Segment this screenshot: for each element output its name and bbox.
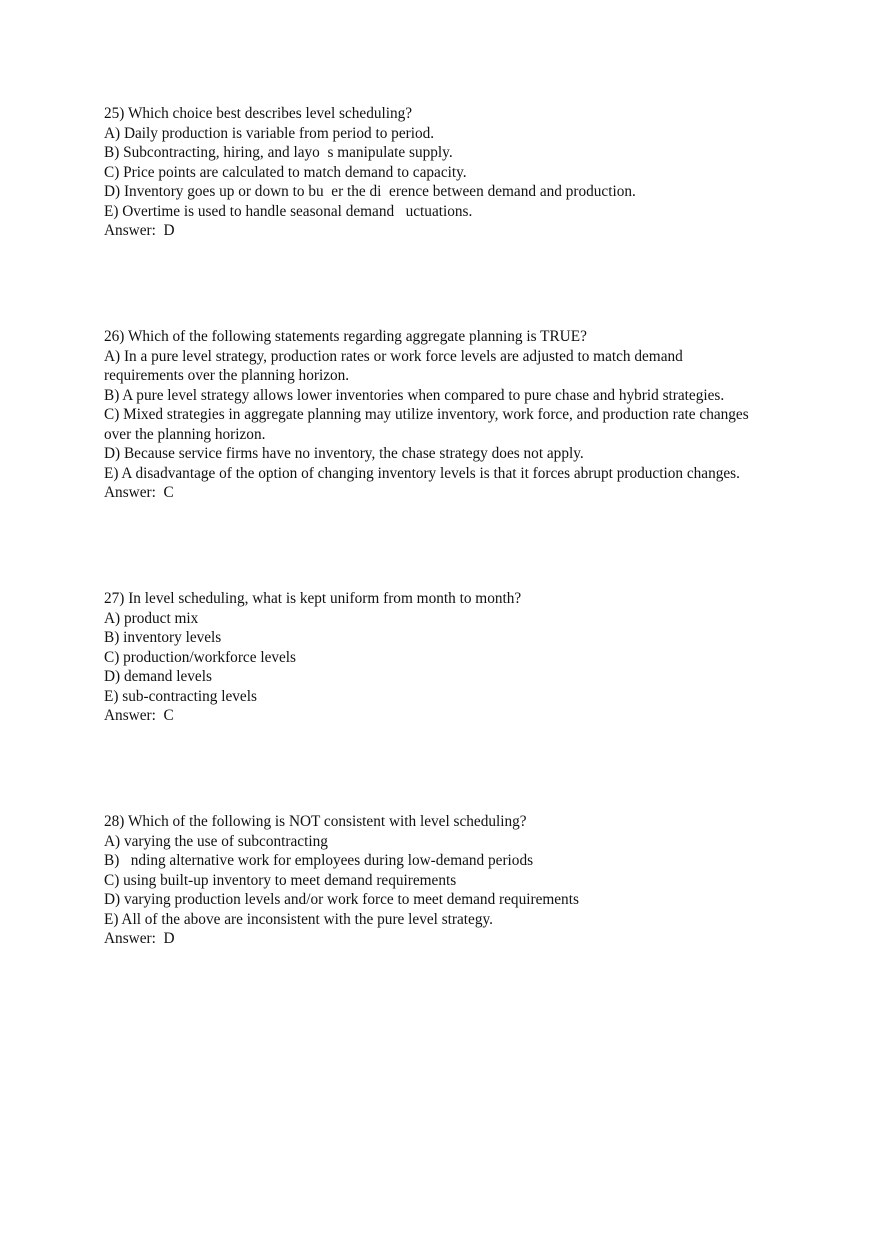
option-line: E) sub-contracting levels bbox=[104, 687, 257, 705]
option-line: A) Daily production is variable from period to period. bbox=[104, 124, 435, 142]
option-line: over the planning horizon. bbox=[104, 425, 266, 443]
option-line: D) Because service firms have no inventory, the chase strategy does not apply. bbox=[104, 445, 584, 462]
option-line: A) In a pure level strategy, production rates or work force levels are adjusted to match demand bbox=[104, 347, 683, 365]
question-26 bbox=[104, 327, 824, 503]
option-line: E) All of the above are inconsistent with the pure level strategy. bbox=[104, 910, 493, 928]
question-stem: 27) In level scheduling, what is kept uniform from month to month? bbox=[104, 590, 522, 607]
question-stem: 25) Which choice best describes level scheduling? bbox=[104, 105, 413, 122]
option-line: D) varying production levels and/or work force to meet demand requirements bbox=[104, 891, 579, 908]
question-28 bbox=[104, 812, 804, 949]
option-line: C) using built-up inventory to meet demand requirements bbox=[104, 871, 457, 889]
option-line: B) Subcontracting, hiring, and layo s manipulate supply. bbox=[104, 144, 453, 161]
option-line: A) varying the use of subcontracting bbox=[104, 832, 328, 850]
option-line: B) inventory levels bbox=[104, 629, 222, 646]
answer: Answer: C bbox=[104, 707, 174, 724]
question-27 bbox=[104, 589, 804, 726]
option-line: D) demand levels bbox=[104, 668, 212, 685]
option-line: A) product mix bbox=[104, 609, 199, 627]
question-stem: 26) Which of the following statements regarding aggregate planning is TRUE? bbox=[104, 328, 587, 345]
option-line: requirements over the planning horizon. bbox=[104, 367, 350, 384]
option-line: E) A disadvantage of the option of changing inventory levels is that it forces abrupt production changes. bbox=[104, 464, 740, 482]
option-line: D) Inventory goes up or down to bu er the di erence between demand and production. bbox=[104, 183, 636, 200]
option-line: B) A pure level strategy allows lower inventories when compared to pure chase and hybrid strategies. bbox=[104, 386, 725, 404]
option-line: C) Mixed strategies in aggregate planning may utilize inventory, work force, and production rate changes bbox=[104, 406, 749, 423]
question-25 bbox=[104, 104, 804, 241]
option-line: C) Price points are calculated to match demand to capacity. bbox=[104, 163, 467, 181]
answer: Answer: D bbox=[104, 930, 175, 947]
question-stem: 28) Which of the following is NOT consistent with level scheduling? bbox=[104, 813, 527, 830]
option-line: B) nding alternative work for employees during low-demand periods bbox=[104, 852, 534, 869]
answer: Answer: D bbox=[104, 222, 175, 239]
answer: Answer: C bbox=[104, 484, 174, 501]
option-line: E) Overtime is used to handle seasonal demand uctuations. bbox=[104, 202, 473, 220]
option-line: C) production/workforce levels bbox=[104, 648, 297, 666]
